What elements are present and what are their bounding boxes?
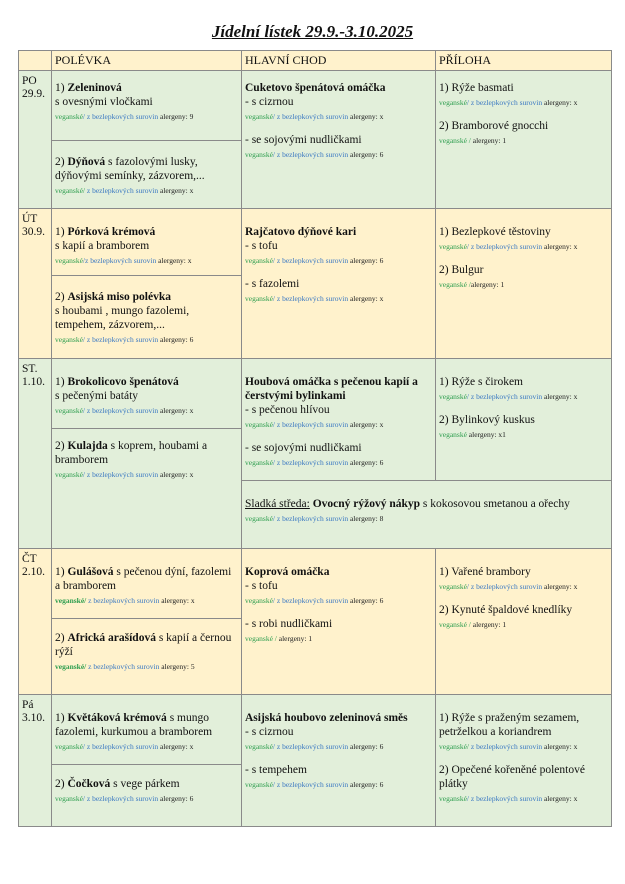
day-row-st — [19, 359, 612, 429]
header-row — [19, 51, 612, 71]
soup-1: 1) Brokolicovo špenátová s pečenými batáty veganské/ z bezlepkových surovin alergeny: x — [52, 359, 242, 429]
day-row-ct — [19, 549, 612, 619]
menu-table — [18, 50, 612, 827]
main-dish: Asijská houbovo zeleninová směs - s cizrnou veganské/ z bezlepkových surovin alergeny: 6 - s tempehem veganské/ z bezlepkových surovin alergeny: 6 — [242, 695, 436, 827]
day-row-pa — [19, 695, 612, 765]
soup-2: 2) Dýňová s fazolovými lusky, dýňovými semínky, zázvorem,... veganské/ z bezlepkových surovin alergeny: x — [52, 141, 242, 209]
page-title: Jídelní lístek 29.9.-3.10.2025 — [211, 22, 414, 41]
header-soup: POLÉVKA — [52, 51, 242, 71]
side-dish: 1) Rýže s čirokem veganské/ z bezlepkových surovin alergeny: x 2) Bylinkový kuskus veganské alergeny: x1 — [436, 359, 612, 481]
header-side: PŘÍLOHA — [436, 51, 612, 71]
main-dish: Cuketovo špenátová omáčka - s cizrnou veganské/ z bezlepkových surovin alergeny: x - se sojovými nudličkami veganské/ z bezlepkových surovin alergeny: 6 — [242, 71, 436, 209]
soup-1: 1) Pórková krémová s kapií a bramborem veganské/z bezlepkových surovin alergeny: x — [52, 209, 242, 276]
side-dish: 1) Rýže s praženým sezamem, petrželkou a koriandrem veganské/ z bezlepkových surovin alergeny: x 2) Opečené kořeněné polentové plátky veganské/ z bezlepkových surovin alergeny: x — [436, 695, 612, 827]
side-dish: 1) Vařené brambory veganské/ z bezlepkových surovin alergeny: x 2) Kynuté špaldové knedlíky veganské / alergeny: 1 — [436, 549, 612, 695]
soup-2: 2) Asijská miso polévka s houbami , mungo fazolemi, tempehem, zázvorem,... veganské/ z bezlepkových surovin alergeny: 6 — [52, 276, 242, 359]
side-dish: 1) Bezlepkové těstoviny veganské/ z bezlepkových surovin alergeny: x 2) Bulgur veganské /alergeny: 1 — [436, 209, 612, 359]
main-dish: Houbová omáčka s pečenou kapií a čerstvými bylinkami - s pečenou hlívou veganské/ z bezlepkových surovin alergeny: x - se sojovými nudličkami veganské/ z bezlepkových surovin alergeny: 6 — [242, 359, 436, 481]
header-day — [19, 51, 52, 71]
day-row-po — [19, 71, 612, 141]
day-label: ST. 1.10. — [19, 359, 52, 549]
soup-1: 1) Gulášová s pečenou dýní, fazolemi a bramborem veganské/ z bezlepkových surovin alergeny: x — [52, 549, 242, 619]
soup-1: 1) Zeleninová s ovesnými vločkami veganské/ z bezlepkových surovin alergeny: 9 — [52, 71, 242, 141]
day-label: PO 29.9. — [19, 71, 52, 209]
day-row-ut — [19, 209, 612, 276]
soup-2: 2) Africká arašídová s kapií a černou rýží veganské/ z bezlepkových surovin alergeny: 5 — [52, 619, 242, 695]
day-label: ÚT 30.9. — [19, 209, 52, 359]
dessert: Sladká středa: Ovocný rýžový nákyp s kokosovou smetanou a ořechy veganské/ z bezlepkových surovin alergeny: 8 — [242, 481, 612, 549]
day-label: ČT 2.10. — [19, 549, 52, 695]
soup-2: 2) Čočková s vege párkem veganské/ z bezlepkových surovin alergeny: 6 — [52, 765, 242, 827]
main-dish: Rajčatovo dýňové kari - s tofu veganské/ z bezlepkových surovin alergeny: 6 - s fazolemi veganské/ z bezlepkových surovin alergeny: x — [242, 209, 436, 359]
soup-2: 2) Kulajda s koprem, houbami a bramborem veganské/ z bezlepkových surovin alergeny: x — [52, 429, 242, 549]
header-main: HLAVNÍ CHOD — [242, 51, 436, 71]
soup-1: 1) Květáková krémová s mungo fazolemi, kurkumou a bramborem veganské/ z bezlepkových surovin alergeny: x — [52, 695, 242, 765]
side-dish: 1) Rýže basmati veganské/ z bezlepkových surovin alergeny: x 2) Bramborové gnocchi veganské / alergeny: 1 — [436, 71, 612, 209]
main-dish: Koprová omáčka - s tofu veganské/ z bezlepkových surovin alergeny: 6 - s robi nudličkami veganské / alergeny: 1 — [242, 549, 436, 695]
day-label: Pá 3.10. — [19, 695, 52, 827]
